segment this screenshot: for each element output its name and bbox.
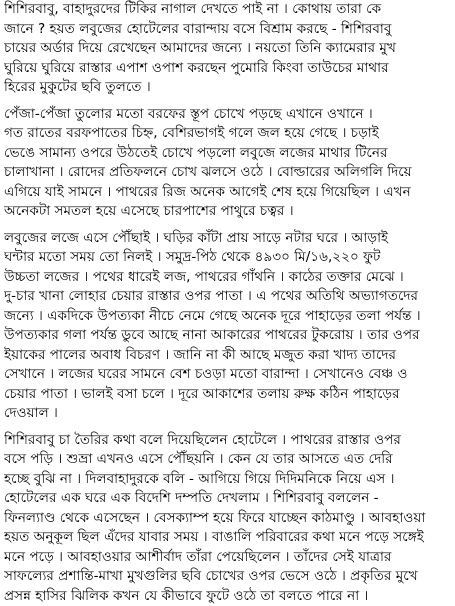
text-line: সাফল্যের প্রশান্তি-মাখা মুখগুলির ছবি চোখের ওপর ভেসে ওঠে । প্রকৃতির মুখে	[4, 567, 452, 587]
paragraph-1	[4, 0, 452, 98]
text-line: অনেকটা সমতল হয়ে এসেছে চারপাশের পাথুরে চত্বর ।	[4, 202, 452, 222]
text-line: প্রসন্ন হাসির ঝিলিক কখন যে কীভাবে ফুটে ওঠে তা বলতে পারে না ।	[4, 587, 452, 606]
text-line: ভেঙে সামান্য ওপরে উঠতেই চোখে পড়লো লবুজে লজের মাথার টিনের	[4, 144, 452, 164]
text-line: মনে পড়ে । আবহাওয়ার আশীর্বাদ তাঁরা পেয়েছিলেন । তাঁদের সেই যাত্রার	[4, 548, 452, 568]
paragraph-gap	[4, 98, 452, 105]
text-line: হোটেলের এক ঘরে এক বিদেশি দম্পতি দেখলাম । শিশিরবাবু বললেন -	[4, 489, 452, 509]
text-line: দেওয়াল ।	[4, 404, 452, 424]
text-line: দু-চার খানা লোহার চেয়ার রাস্তার ওপর পাতা । এ পথের অতিথি অভ্যাগতদের	[4, 287, 452, 307]
text-line: চায়ের অর্ডার দিয়ে রেখেছেন আমাদের জন্যে । নয়তো তিনি ক্যামেরার মুখ	[4, 39, 452, 59]
text-line: ঘন্টার মতো সময় তো নিলই । সমুদ্র-পিঠ থেকে ৪৯৩০ মি/১৬,২২০ ফুট	[4, 248, 452, 268]
text-line: ইয়াকের পালের অবাধ বিচরণ । জানি না কী আছে মজুত করা খাদ্য তাদের	[4, 346, 452, 366]
text-line: গত রাতের বরফপাতের চিহ্ন, বেশিরভাগই গলে জল হয়ে গেছে । চড়াই	[4, 124, 452, 144]
text-line: জানে ? হয়ত লবুজের হোটেলের বারান্দায় বসে বিশ্রাম করছে - শিশিরবাবু	[4, 20, 452, 40]
text-line: উচ্চতা লজের । পথের ধারেই লজ, পাথরের গাঁথনি । কাঠের তক্তার মেঝে ।	[4, 268, 452, 288]
text-line: উপত্যকার গলা পর্যন্ত ডুবে আছে নানা আকারের পাথরের টুকরোয় । তার ওপর	[4, 326, 452, 346]
text-line: পেঁজা-পেঁজা তুলোর মতো বরফের স্তূপ চোখে পড়ছে এখানে ওখানে ।	[4, 105, 452, 125]
text-line: এগিয়ে যাই সামনে । পাথরের রিজ অনেক আগেই শেষ হয়ে গিয়েছিল । এখন	[4, 183, 452, 203]
text-line: সেখানে । লজের ঘরের সামনে বেশ চওড়া মতো বারান্দা । সেখানেও বেঞ্চ ও	[4, 365, 452, 385]
text-line: বসে পড়ি । শুভ্রা এখনও এসে পৌঁছয়নি । কেন যে তার আসতে এত দেরি	[4, 450, 452, 470]
text-line: লবুজের লজে এসে পৌঁছাই । ঘড়ির কাঁটা প্রায় সাড়ে নটার ঘরে । আড়াই	[4, 229, 452, 249]
text-line: চেয়ার পাতা । ভালই বসা চলে । দূরে আকাশের তলায় রুক্ষ কঠিন পাহাড়ের	[4, 385, 452, 405]
paragraph-gap	[4, 222, 452, 229]
paragraph-4	[4, 431, 452, 606]
paragraph-3	[4, 229, 452, 424]
document-page	[4, 0, 452, 606]
text-line: হিরের মুকুটের ছবি তুলতে ।	[4, 78, 452, 98]
text-line: শিশিরবাবু চা তৈরির কথা বলে দিয়েছিলেন হোটেলে । পাথরের রাস্তার ওপর	[4, 431, 452, 451]
paragraph-2	[4, 105, 452, 222]
text-line: হয়ত অনুকূল ছিল এঁদের যাবার সময় । বাঙালি পরিবারের কথা মনে পড়ে সঙ্গেই	[4, 528, 452, 548]
text-line: ঘুরিয়ে ঘুরিয়ে রাস্তার এপাশ ওপাশ করছেন পুমোরি কিংবা তাউচের মাথার	[4, 59, 452, 79]
paragraph-gap	[4, 424, 452, 431]
text-line: শিশিরবাবু, বাহাদুরদের টিকির নাগাল দেখতে পাই না । কোথায় তারা কে	[4, 0, 452, 20]
text-line: জন্যে । একদিকে উপত্যকা নীচে নেমে গেছে অনেক দূরে পাহাড়ের তলা পর্যন্ত ।	[4, 307, 452, 327]
text-line: চালাখানা । রোদের প্রতিফলনে চোখ ঝলসে ওঠে । বোল্ডারের অলিগলি দিয়ে	[4, 163, 452, 183]
text-line: ফিনল্যাণ্ড থেকে এসেছেন । বেসক্যাম্প হয়ে ফিরে যাচ্ছেন কাঠমাণ্ডু । আবহাওয়া	[4, 509, 452, 529]
text-line: হচ্ছে বুঝি না । দিলবাহাদুরকে বলি - আগিয়ে গিয়ে দিদিমনিকে নিয়ে এস ।	[4, 470, 452, 490]
